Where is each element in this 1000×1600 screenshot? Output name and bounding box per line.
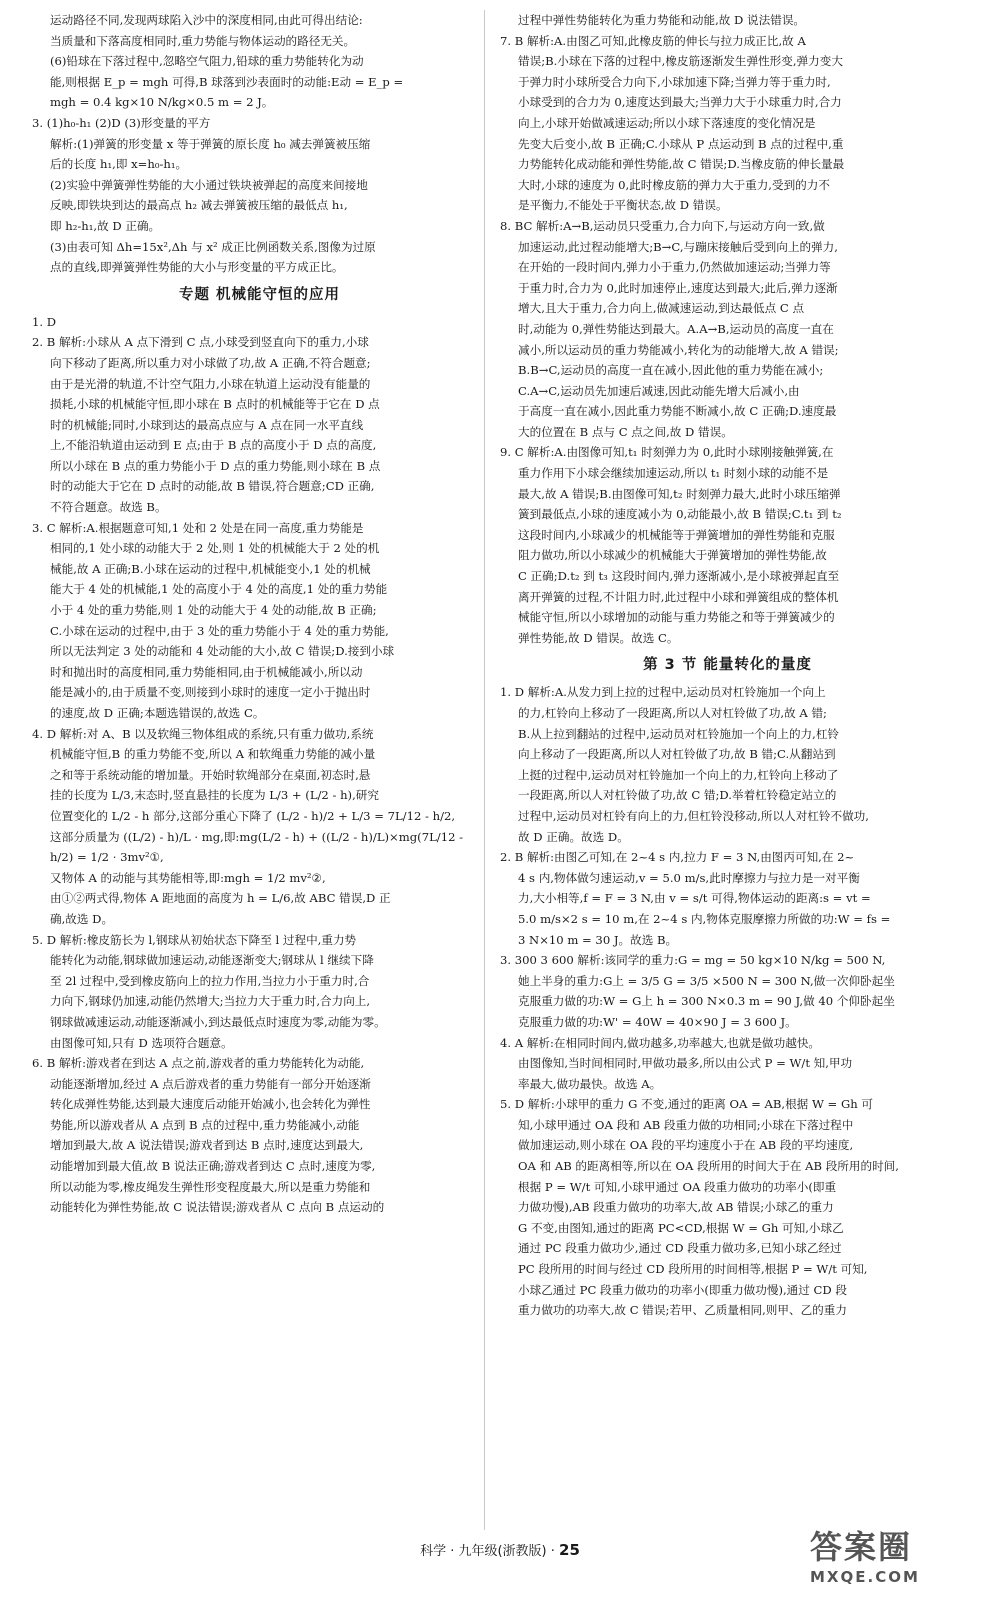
text-line: 确,故选 D。 (50, 911, 114, 926)
text-line: 于重力时,合力为 0,此时加速停止,速度达到最大;此后,弹力逐渐 (518, 280, 838, 295)
text-line: 根据 P = W/t 可知,小球甲通过 OA 段重力做功的功率小(即重 (518, 1179, 837, 1194)
text-line: 克服重力做的功:W' = 40W = 40×90 J = 3 600 J。 (518, 1014, 797, 1029)
text-line: 动能逐渐增加,经过 A 点后游戏者的重力势能有一部分开始逐渐 (50, 1076, 371, 1091)
text-line: 挂的长度为 L/3,末态时,竖直悬挂的长度为 L/3 + (L/2 - h),研究 (50, 788, 379, 803)
text-line: 力向下,钢球仍加速,动能仍然增大;当拉力大于重力时,合力向上, (50, 994, 371, 1009)
text-line: 时的机械能;同时,小球到达的最高点应与 A 点在同一水平直线 (50, 417, 364, 432)
text-line: 错误;B.小球在下落的过程中,橡皮筋逐渐发生弹性形变,弹力变大 (518, 54, 843, 69)
text-line: 上,不能沿轨道由运动到 E 点;由于 B 点的高度小于 D 点的高度, (50, 438, 377, 453)
text-line: 5. D 解析:橡皮筋长为 l,钢球从初始状态下降至 l 过程中,重力势 (32, 932, 357, 947)
text-line: 运动路径不同,发现两球陷入沙中的深度相同,由此可得出结论: (50, 13, 363, 27)
text-line: 能是减小的,由于质量不变,则接到小球时的速度一定小于抛出时 (50, 685, 371, 700)
text-line: h/2) = 1/2 · 3mv²①, (50, 850, 164, 865)
text-line: 这段时间内,小球减少的机械能等于弹簧增加的弹性势能和克服 (518, 527, 835, 542)
text-line: G 不变,由图知,通过的距离 PC<CD,根据 W = Gh 可知,小球乙 (518, 1220, 844, 1235)
text-line: 阻力做功,所以小球减少的机械能大于弹簧增加的弹性势能,故 (518, 548, 827, 563)
text-line: 1. D 解析:A.从发力到上拉的过程中,运动员对杠铃施加一个向上 (500, 685, 826, 700)
text-line: 增加到最大,故 A 说法错误;游戏者到达 B 点时,速度达到最大, (50, 1138, 364, 1153)
text-line: (2)实验中弹簧弹性势能的大小通过铁块被弹起的高度来间接地 (50, 177, 368, 192)
text-line: 大的位置在 B 点与 C 点之间,故 D 错误。 (518, 424, 733, 439)
text-line: 重力作用下小球会继续加速运动,所以 t₁ 时刻小球的动能不是 (518, 466, 829, 481)
text-line: 3. C 解析:A.根据题意可知,1 处和 2 处是在同一高度,重力势能是 (32, 520, 364, 535)
text-line: 5.0 m/s×2 s = 10 m,在 2~4 s 内,物体克服摩擦力所做的功:W = fs = (518, 911, 891, 926)
text-line: 4. D 解析:对 A、B 以及软绳三物体组成的系统,只有重力做功,系统 (32, 726, 374, 741)
text-line: 一段距离,所以人对杠铃做了功,故 C 错;D.举着杠铃稳定站立的 (518, 788, 837, 803)
text-line: 损耗,小球的机械能守恒,即小球在 B 点时的机械能等于它在 D 点 (50, 397, 380, 412)
text-line: 9. C 解析:A.由图像可知,t₁ 时刻弹力为 0,此时小球刚接触弹簧,在 (500, 445, 834, 460)
text-line: 不符合题意。故选 B。 (50, 500, 167, 515)
text-line: 能,则根据 E_p = mgh 可得,B 球落到沙表面时的动能:E动 = E_p = (50, 74, 404, 89)
text-line: 的力,杠铃向上移动了一段距离,所以人对杠铃做了功,故 A 错; (518, 706, 827, 720)
text-line: 械能守恒,所以小球增加的动能与重力势能之和等于弹簧减少的 (518, 610, 835, 625)
text-line: 知,小球甲通过 OA 段和 AB 段重力做的功相同;小球在下落过程中 (518, 1117, 854, 1132)
text-line: 相同的,1 处小球的动能大于 2 处,则 1 处的机械能大于 2 处的机 (50, 541, 380, 556)
text-line: 由于是光滑的轨道,不计空气阻力,小球在轨道上运动没有能量的 (50, 376, 371, 391)
text-line: 转化成弹性势能,达到最大速度后动能开始减小,也会转化为弹性 (50, 1097, 371, 1112)
text-line: OA 和 AB 的距离相等,所以在 OA 段所用的时间大于在 AB 段所用的时间, (518, 1159, 899, 1174)
text-line: 小于 4 处的重力势能,则 1 处的动能大于 4 处的动能,故 B 正确; (50, 603, 377, 618)
text-line: 弹性势能,故 D 错误。故选 C。 (518, 630, 679, 645)
text-line: (6)铅球在下落过程中,忽略空气阻力,铅球的重力势能转化为动 (50, 54, 364, 69)
text-line: 通过 PC 段重力做功少,通过 CD 段重力做功多,已知小球乙经过 (518, 1241, 842, 1256)
text-line: 于高度一直在减小,因此重力势能不断减小,故 C 正确;D.速度最 (518, 404, 837, 419)
text-line: 械能,故 A 正确;B.小球在运动的过程中,机械能变小,1 处的机械 (50, 561, 371, 576)
text-line: B.从上拉到翻站的过程中,运动员对杠铃施加一个向上的力,杠铃 (518, 726, 840, 741)
left-column (32, 10, 487, 1218)
right-column (500, 10, 955, 1321)
text-line: 所以动能为零,橡皮绳发生弹性形变程度最大,所以是重力势能和 (50, 1179, 371, 1194)
text-line: 克服重力做的功:W = G上 h = 300 N×0.3 m = 90 J,做 40 个仰卧起坐 (518, 994, 895, 1009)
text-line: 的速度,故 D 正确;本题选错误的,故选 C。 (50, 706, 265, 720)
text-line: 6. B 解析:游戏者在到达 A 点之前,游戏者的重力势能转化为动能, (32, 1056, 365, 1071)
text-line: 所以无法判定 3 处的动能和 4 处动能的大小,故 C 错误;D.接到小球 (50, 644, 395, 659)
text-line: C.小球在运动的过程中,由于 3 处的重力势能小于 4 处的重力势能, (50, 623, 389, 638)
text-line: 做加速运动,则小球在 OA 段的平均速度小于在 AB 段的平均速度, (518, 1138, 854, 1153)
text-line: 点的直线,即弹簧弹性势能的大小与形变量的平方成正比。 (50, 260, 344, 275)
text-line: 能大于 4 处的机械能,1 处的高度小于 4 处的高度,1 处的重力势能 (50, 582, 388, 597)
text-line: 在开始的一段时间内,弹力小于重力,仍然做加速运动;当弹力等 (518, 260, 831, 275)
text-line: 加速运动,此过程动能增大;B→C,与蹦床接触后受到向上的弹力, (518, 239, 838, 254)
text-line: PC 段所用的时间与经过 CD 段所用的时间相等,根据 P = W/t 可知, (518, 1262, 868, 1277)
page-number: 25 (559, 1541, 580, 1559)
text-line: 4. A 解析:在相同时间内,做功越多,功率越大,也就是做功越快。 (500, 1035, 821, 1050)
text-line: 减小,所以运动员的重力势能减小,转化为的动能增大,故 A 错误; (518, 342, 839, 357)
text-line: 时和抛出时的高度相同,重力势能相同,由于机械能减小,所以动 (50, 664, 363, 679)
text-line: 她上半身的重力:G上 = 3/5 G = 3/5 ×500 N = 300 N,做一次仰卧起坐 (518, 973, 895, 988)
text-line: 故 D 正确。故选 D。 (518, 829, 629, 844)
text-line: 3. 300 3 600 解析:该同学的重力:G = mg = 50 kg×10 N/kg = 500 N, (500, 953, 886, 968)
watermark-url: MXQE.COM (810, 1568, 920, 1586)
text-line: 由图像可知,只有 D 选项符合题意。 (50, 1035, 233, 1050)
text-line: (3)由表可知 Δh=15x²,Δh 与 x² 成正比例函数关系,图像为过原 (50, 239, 376, 254)
text-line: 增大,且大于重力,合力向上,做减速运动,到达最低点 C 点 (518, 301, 805, 316)
text-line: 向上移动了一段距离,所以人对杠铃做了功,故 B 错;C.从翻站到 (518, 747, 836, 762)
text-line: 后的长度 h₁,即 x=h₀-h₁。 (50, 157, 188, 172)
text-line: 7. B 解析:A.由图乙可知,此橡皮筋的伸长与拉力成正比,故 A (500, 33, 806, 48)
text-line: mgh = 0.4 kg×10 N/kg×0.5 m = 2 J。 (50, 95, 274, 110)
text-line: 小球乙通过 PC 段重力做功的功率小(即重力做功慢),通过 CD 段 (518, 1282, 847, 1297)
text-line: 解析:(1)弹簧的形变量 x 等于弹簧的原长度 h₀ 减去弹簧被压缩 (50, 136, 371, 151)
text-line: 小球受到的合力为 0,速度达到最大;当弹力大于小球重力时,合力 (518, 95, 842, 110)
text-line: 先变大后变小,故 B 正确;C.小球从 P 点运动到 B 点的过程中,重 (518, 136, 844, 151)
text-line: 又物体 A 的动能与其势能相等,即:mgh = 1/2 mv²②, (50, 870, 326, 885)
text-line: 当质量和下落高度相同时,重力势能与物体运动的路径无关。 (50, 33, 356, 48)
text-line: 钢球做减速运动,动能逐渐减小,到达最低点时速度为零,动能为零。 (50, 1014, 386, 1029)
text-line: 最大,故 A 错误;B.由图像可知,t₂ 时刻弹力最大,此时小球压缩弹 (518, 486, 841, 501)
watermark-logo (810, 1522, 960, 1592)
text-line: 1. D (32, 314, 57, 329)
section-heading: 第 3 节 能量转化的量度 (643, 657, 812, 674)
text-line: 机械能守恒,B 的重力势能不变,所以 A 和软绳重力势能的减小量 (50, 747, 376, 762)
text-line: 离开弹簧的过程,不计阻力时,此过程中小球和弹簧组成的整体机 (518, 589, 839, 604)
text-line: C.A→C,运动员先加速后减速,因此动能先增大后减小,由 (518, 383, 800, 398)
text-line: 至 2l 过程中,受到橡皮筋向上的拉力作用,当拉力小于重力时,合 (50, 973, 370, 988)
text-line: C 正确;D.t₂ 到 t₃ 这段时间内,弹力逐渐减小,是小球被弹起直至 (518, 569, 840, 584)
text-line: 4 s 内,物体做匀速运动,v = 5.0 m/s,此时摩擦力与拉力是一对平衡 (518, 870, 860, 885)
footer-subject: 科学 · 九年级(浙教版) · (420, 1544, 560, 1559)
text-line: 时的动能大于它在 D 点时的动能,故 B 错误,符合题意;CD 正确, (50, 479, 375, 494)
text-line: B.B→C,运动员的高度一直在减小,因此他的重力势能在减小; (518, 363, 824, 378)
text-line: 上挺的过程中,运动员对杠铃施加一个向上的力,杠铃向上移动了 (518, 767, 839, 782)
text-line: 位置变化的 L/2 - h 部分,这部分重心下降了 (L/2 - h)/2 + L/3 = 7L/12 - h/2, (50, 808, 456, 823)
text-line: 向下移动了距离,所以重力对小球做了功,故 A 正确,不符合题意; (50, 355, 371, 370)
text-line: 即 h₂-h₁,故 D 正确。 (50, 218, 161, 233)
text-line: 5. D 解析:小球甲的重力 G 不变,通过的距离 OA = AB,根据 W = Gh 可 (500, 1097, 873, 1112)
text-line: 时,动能为 0,弹性势能达到最大。A.A→B,运动员的高度一直在 (518, 321, 834, 336)
text-line: 力,大小相等,f = F = 3 N,由 v = s/t 可得,物体运动的距离:s = vt = (518, 891, 871, 906)
text-line: 力势能转化成动能和弹性势能,故 C 错误;D.当橡皮筋的伸长量最 (518, 157, 845, 172)
text-line: 势能,所以游戏者从 A 点到 B 点的过程中,重力势能减小,动能 (50, 1117, 360, 1132)
text-line: 力做功慢),AB 段重力做功的功率大,故 AB 错误;小球乙的重力 (518, 1200, 834, 1215)
text-line: 由①②两式得,物体 A 距地面的高度为 h = L/6,故 ABC 错误,D 正 (50, 891, 391, 906)
text-line: 重力做功的功率大,故 C 错误;若甲、乙质量相同,则甲、乙的重力 (518, 1303, 847, 1318)
column-divider (484, 10, 485, 1530)
text-line: 之和等于系统动能的增加量。开始时软绳部分在桌面,初态时,悬 (50, 767, 371, 782)
text-line: 大时,小球的速度为 0,此时橡皮筋的弹力大于重力,受到的力不 (518, 177, 830, 192)
text-line: 是平衡力,不能处于平衡状态,故 D 错误。 (518, 198, 728, 213)
text-line: 2. B 解析:小球从 A 点下滑到 C 点,小球受到竖直向下的重力,小球 (32, 335, 369, 350)
text-line: 3. (1)h₀-h₁ (2)D (3)形变量的平方 (32, 115, 211, 130)
text-line: 能转化为动能,钢球做加速运动,动能逐渐变大;钢球从 l 继续下降 (50, 953, 374, 968)
text-line: 过程中弹性势能转化为重力势能和动能,故 D 说法错误。 (518, 13, 806, 27)
text-line: 动能转化为弹性势能,故 C 说法错误;游戏者从 C 点向 B 点运动的 (50, 1200, 385, 1215)
text-line: 这部分质量为 ((L/2) - h)/L · mg,即:mg(L/2 - h) + ((L/2 - h)/L)×mg(7L/12 - (50, 829, 464, 844)
text-line: 率最大,做功最快。故选 A。 (518, 1076, 662, 1091)
text-line: 动能增加到最大值,故 B 说法正确;游戏者到达 C 点时,速度为零, (50, 1159, 376, 1174)
text-line: 向上,小球开始做减速运动;所以小球下落速度的变化情况是 (518, 115, 816, 130)
text-line: 2. B 解析:由图乙可知,在 2~4 s 内,拉力 F = 3 N,由图丙可知,在 2~ (500, 850, 855, 865)
text-line: 8. BC 解析:A→B,运动员只受重力,合力向下,与运动方向一致,做 (500, 218, 825, 233)
watermark-title: 答案圈 (810, 1528, 913, 1566)
text-line: 簧到最低点,小球的速度减小为 0,动能最小,故 B 错误;C.t₁ 到 t₂ (518, 507, 842, 522)
text-line: 所以小球在 B 点的重力势能小于 D 点的重力势能,则小球在 B 点 (50, 458, 381, 473)
text-line: 反映,即铁块到达的最高点 h₂ 减去弹簧被压缩的最低点 h₁, (50, 198, 348, 213)
text-line: 过程中,运动员对杠铃有向上的力,但杠铃没移动,所以人对杠铃不做功, (518, 808, 869, 823)
text-line: 于弹力时小球所受合力向下,小球加速下降;当弹力等于重力时, (518, 74, 831, 89)
section-heading: 专题 机械能守恒的应用 (178, 286, 341, 303)
text-line: 3 N×10 m = 30 J。故选 B。 (518, 932, 678, 947)
text-line: 由图像知,当时间相同时,甲做功最多,所以由公式 P = W/t 知,甲功 (518, 1056, 853, 1071)
